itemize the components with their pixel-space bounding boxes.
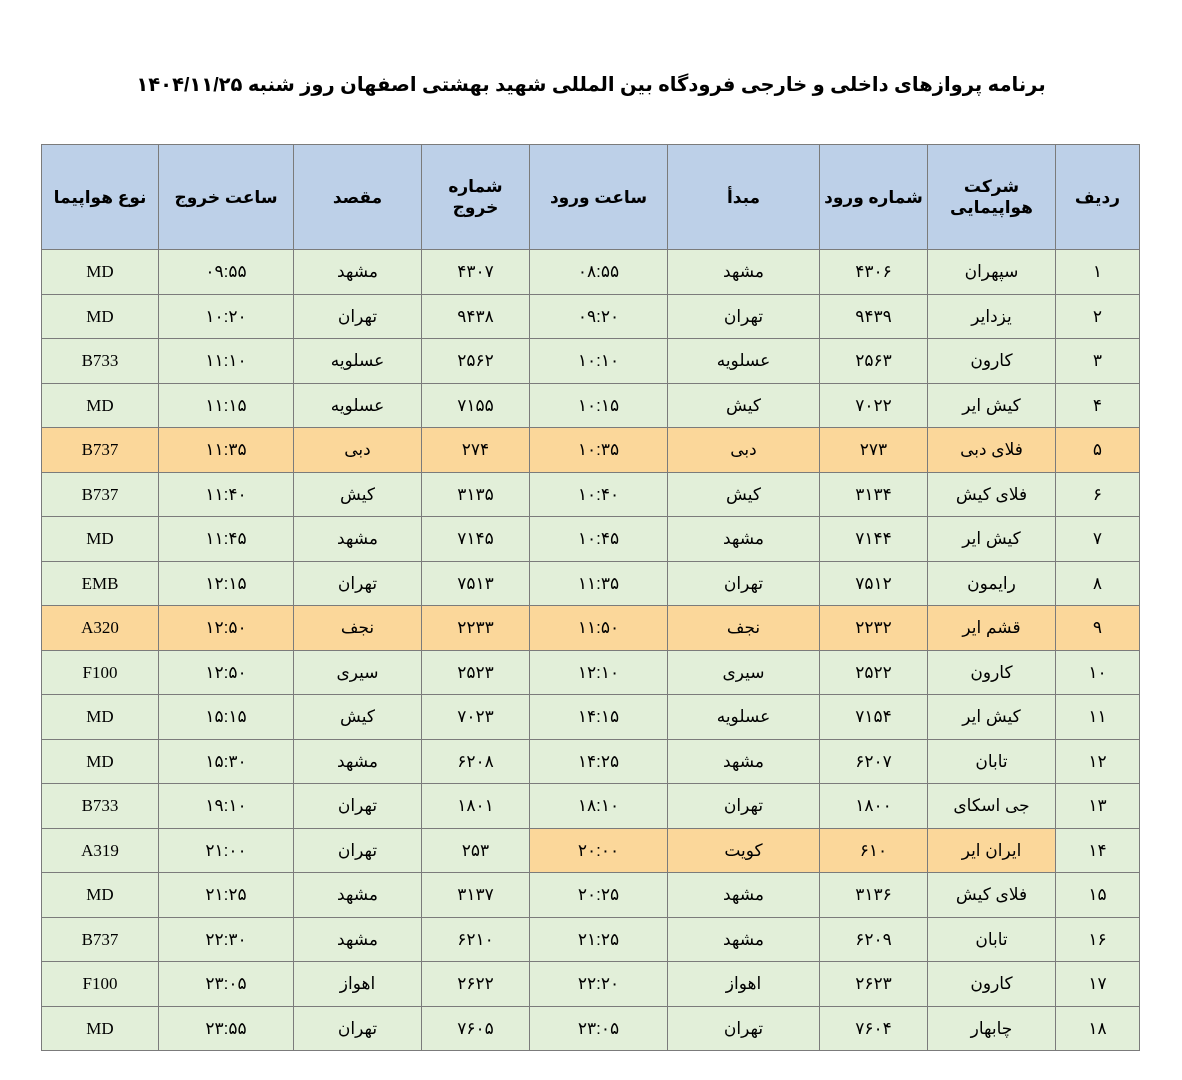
table-row	[42, 472, 1140, 517]
cell-arrival-time: ۰۸:۵۵	[530, 250, 668, 295]
cell-departure-number: ۲۷۴	[422, 428, 530, 473]
cell-arrival-time: ۲۳:۰۵	[530, 1006, 668, 1051]
cell-origin: مشهد	[668, 739, 820, 784]
cell-destination: عسلویه	[294, 339, 422, 384]
cell-destination: کیش	[294, 695, 422, 740]
cell-row-number: ۲	[1056, 294, 1140, 339]
cell-airline: فلای کیش	[928, 472, 1056, 517]
cell-departure-number: ۶۲۰۸	[422, 739, 530, 784]
cell-departure-time: ۱۰:۲۰	[159, 294, 294, 339]
cell-row-number: ۵	[1056, 428, 1140, 473]
cell-row-number: ۸	[1056, 561, 1140, 606]
cell-airline: یزدایر	[928, 294, 1056, 339]
cell-aircraft-type: MD	[42, 739, 159, 784]
cell-departure-time: ۰۹:۵۵	[159, 250, 294, 295]
cell-aircraft-type: F100	[42, 962, 159, 1007]
cell-departure-number: ۲۶۲۲	[422, 962, 530, 1007]
cell-arrival-time: ۱۱:۳۵	[530, 561, 668, 606]
cell-destination: تهران	[294, 784, 422, 829]
cell-origin: تهران	[668, 1006, 820, 1051]
header-departure-time: ساعت خروج	[159, 145, 294, 250]
cell-origin: نجف	[668, 606, 820, 651]
cell-origin: مشهد	[668, 917, 820, 962]
cell-row-number: ۱۴	[1056, 828, 1140, 873]
cell-departure-number: ۲۵۲۳	[422, 650, 530, 695]
cell-arrival-number: ۲۷۳	[820, 428, 928, 473]
cell-departure-number: ۶۲۱۰	[422, 917, 530, 962]
cell-departure-time: ۱۹:۱۰	[159, 784, 294, 829]
cell-row-number: ۱۱	[1056, 695, 1140, 740]
cell-row-number: ۱۸	[1056, 1006, 1140, 1051]
table-row	[42, 650, 1140, 695]
table-row	[42, 428, 1140, 473]
header-row	[42, 145, 1140, 250]
cell-arrival-number: ۷۶۰۴	[820, 1006, 928, 1051]
cell-row-number: ۳	[1056, 339, 1140, 384]
table-row	[42, 383, 1140, 428]
header-arrival-number: شماره ورود	[820, 145, 928, 250]
cell-aircraft-type: F100	[42, 650, 159, 695]
cell-departure-time: ۲۱:۲۵	[159, 873, 294, 918]
table-header	[42, 145, 1140, 250]
cell-origin: مشهد	[668, 517, 820, 562]
cell-destination: کیش	[294, 472, 422, 517]
cell-airline: کیش ایر	[928, 695, 1056, 740]
cell-departure-number: ۷۱۴۵	[422, 517, 530, 562]
header-aircraft-type: نوع هواپیما	[42, 145, 159, 250]
cell-departure-number: ۷۰۲۳	[422, 695, 530, 740]
table-row	[42, 339, 1140, 384]
cell-arrival-number: ۴۳۰۶	[820, 250, 928, 295]
cell-aircraft-type: B737	[42, 428, 159, 473]
cell-airline: کیش ایر	[928, 517, 1056, 562]
flight-table-container	[42, 144, 1140, 1051]
header-origin: مبدأ	[668, 145, 820, 250]
cell-departure-time: ۱۲:۱۵	[159, 561, 294, 606]
cell-row-number: ۱۷	[1056, 962, 1140, 1007]
cell-row-number: ۱۵	[1056, 873, 1140, 918]
table-row	[42, 962, 1140, 1007]
cell-aircraft-type: MD	[42, 695, 159, 740]
cell-airline: کیش ایر	[928, 383, 1056, 428]
cell-airline: سپهران	[928, 250, 1056, 295]
cell-row-number: ۹	[1056, 606, 1140, 651]
cell-departure-time: ۲۳:۰۵	[159, 962, 294, 1007]
cell-destination: مشهد	[294, 917, 422, 962]
cell-destination: مشهد	[294, 250, 422, 295]
cell-airline: کارون	[928, 650, 1056, 695]
cell-arrival-number: ۷۱۴۴	[820, 517, 928, 562]
cell-destination: مشهد	[294, 517, 422, 562]
cell-arrival-time: ۱۰:۴۵	[530, 517, 668, 562]
cell-row-number: ۱۶	[1056, 917, 1140, 962]
flight-schedule-table	[41, 144, 1140, 1051]
cell-departure-time: ۱۱:۱۵	[159, 383, 294, 428]
cell-aircraft-type: B737	[42, 472, 159, 517]
cell-row-number: ۱۳	[1056, 784, 1140, 829]
cell-origin: تهران	[668, 561, 820, 606]
cell-airline: کارون	[928, 339, 1056, 384]
cell-departure-time: ۱۱:۴۰	[159, 472, 294, 517]
cell-departure-time: ۲۳:۵۵	[159, 1006, 294, 1051]
cell-aircraft-type: A320	[42, 606, 159, 651]
cell-departure-time: ۱۵:۱۵	[159, 695, 294, 740]
cell-row-number: ۴	[1056, 383, 1140, 428]
cell-origin: مشهد	[668, 873, 820, 918]
cell-departure-time: ۲۱:۰۰	[159, 828, 294, 873]
cell-airline: ایران ایر	[928, 828, 1056, 873]
cell-destination: نجف	[294, 606, 422, 651]
cell-arrival-number: ۶۱۰	[820, 828, 928, 873]
cell-arrival-number: ۳۱۳۶	[820, 873, 928, 918]
cell-origin: عسلویه	[668, 339, 820, 384]
table-row	[42, 784, 1140, 829]
cell-arrival-time: ۰۹:۲۰	[530, 294, 668, 339]
cell-destination: تهران	[294, 1006, 422, 1051]
cell-departure-number: ۲۵۳	[422, 828, 530, 873]
table-row	[42, 739, 1140, 784]
cell-arrival-time: ۲۰:۰۰	[530, 828, 668, 873]
cell-arrival-number: ۹۴۳۹	[820, 294, 928, 339]
cell-destination: دبی	[294, 428, 422, 473]
cell-departure-number: ۱۸۰۱	[422, 784, 530, 829]
cell-origin: دبی	[668, 428, 820, 473]
cell-airline: جی اسکای	[928, 784, 1056, 829]
cell-aircraft-type: MD	[42, 294, 159, 339]
cell-arrival-number: ۶۲۰۹	[820, 917, 928, 962]
cell-origin: کویت	[668, 828, 820, 873]
cell-arrival-number: ۲۵۲۲	[820, 650, 928, 695]
cell-arrival-time: ۱۰:۱۵	[530, 383, 668, 428]
cell-aircraft-type: B733	[42, 339, 159, 384]
cell-aircraft-type: A319	[42, 828, 159, 873]
cell-origin: تهران	[668, 784, 820, 829]
cell-row-number: ۶	[1056, 472, 1140, 517]
cell-arrival-number: ۲۶۲۳	[820, 962, 928, 1007]
table-row	[42, 517, 1140, 562]
cell-aircraft-type: B733	[42, 784, 159, 829]
cell-aircraft-type: MD	[42, 383, 159, 428]
cell-departure-number: ۷۶۰۵	[422, 1006, 530, 1051]
cell-arrival-number: ۷۵۱۲	[820, 561, 928, 606]
cell-origin: اهواز	[668, 962, 820, 1007]
cell-arrival-number: ۷۱۵۴	[820, 695, 928, 740]
cell-destination: اهواز	[294, 962, 422, 1007]
cell-aircraft-type: MD	[42, 250, 159, 295]
cell-arrival-time: ۱۰:۳۵	[530, 428, 668, 473]
cell-arrival-time: ۱۴:۱۵	[530, 695, 668, 740]
cell-aircraft-type: MD	[42, 873, 159, 918]
cell-arrival-time: ۱۸:۱۰	[530, 784, 668, 829]
cell-departure-number: ۳۱۳۵	[422, 472, 530, 517]
cell-origin: سیری	[668, 650, 820, 695]
cell-departure-number: ۹۴۳۸	[422, 294, 530, 339]
cell-destination: تهران	[294, 294, 422, 339]
table-row	[42, 828, 1140, 873]
cell-destination: عسلویه	[294, 383, 422, 428]
cell-arrival-number: ۲۵۶۳	[820, 339, 928, 384]
cell-departure-time: ۱۲:۵۰	[159, 650, 294, 695]
cell-row-number: ۱	[1056, 250, 1140, 295]
cell-origin: تهران	[668, 294, 820, 339]
header-airline: شرکت هواپیمایی	[928, 145, 1056, 250]
cell-row-number: ۷	[1056, 517, 1140, 562]
table-row	[42, 1006, 1140, 1051]
cell-destination: تهران	[294, 561, 422, 606]
cell-departure-number: ۴۳۰۷	[422, 250, 530, 295]
header-destination: مقصد	[294, 145, 422, 250]
cell-arrival-number: ۲۲۳۲	[820, 606, 928, 651]
cell-origin: عسلویه	[668, 695, 820, 740]
cell-arrival-time: ۱۴:۲۵	[530, 739, 668, 784]
cell-aircraft-type: MD	[42, 517, 159, 562]
cell-aircraft-type: B737	[42, 917, 159, 962]
cell-arrival-time: ۲۰:۲۵	[530, 873, 668, 918]
cell-aircraft-type: MD	[42, 1006, 159, 1051]
page-title: برنامه پروازهای داخلی و خارجی فرودگاه بین المللی شهید بهشتی اصفهان روز شنبه ۱۴۰۴/۱۱/۲۵	[136, 74, 1046, 96]
cell-departure-number: ۳۱۳۷	[422, 873, 530, 918]
table-row	[42, 250, 1140, 295]
table-body	[42, 250, 1140, 1051]
table-row	[42, 606, 1140, 651]
cell-departure-time: ۱۵:۳۰	[159, 739, 294, 784]
cell-departure-number: ۲۲۳۳	[422, 606, 530, 651]
cell-departure-time: ۲۲:۳۰	[159, 917, 294, 962]
cell-arrival-time: ۱۲:۱۰	[530, 650, 668, 695]
cell-departure-time: ۱۱:۴۵	[159, 517, 294, 562]
cell-destination: مشهد	[294, 873, 422, 918]
cell-departure-time: ۱۱:۱۰	[159, 339, 294, 384]
cell-origin: کیش	[668, 383, 820, 428]
table-row	[42, 695, 1140, 740]
cell-aircraft-type: EMB	[42, 561, 159, 606]
cell-departure-number: ۷۱۵۵	[422, 383, 530, 428]
cell-origin: مشهد	[668, 250, 820, 295]
cell-airline: قشم ایر	[928, 606, 1056, 651]
cell-destination: سیری	[294, 650, 422, 695]
cell-arrival-number: ۷۰۲۲	[820, 383, 928, 428]
cell-airline: رایمون	[928, 561, 1056, 606]
header-departure-number: شماره خروج	[422, 145, 530, 250]
cell-arrival-time: ۱۱:۵۰	[530, 606, 668, 651]
table-row	[42, 294, 1140, 339]
cell-airline: فلای کیش	[928, 873, 1056, 918]
cell-row-number: ۱۰	[1056, 650, 1140, 695]
cell-airline: کارون	[928, 962, 1056, 1007]
cell-departure-number: ۷۵۱۳	[422, 561, 530, 606]
cell-origin: کیش	[668, 472, 820, 517]
cell-arrival-number: ۶۲۰۷	[820, 739, 928, 784]
cell-arrival-number: ۱۸۰۰	[820, 784, 928, 829]
cell-row-number: ۱۲	[1056, 739, 1140, 784]
cell-airline: چابهار	[928, 1006, 1056, 1051]
cell-departure-number: ۲۵۶۲	[422, 339, 530, 384]
header-row-number: ردیف	[1056, 145, 1140, 250]
cell-destination: مشهد	[294, 739, 422, 784]
table-row	[42, 561, 1140, 606]
cell-arrival-time: ۱۰:۱۰	[530, 339, 668, 384]
cell-airline: تابان	[928, 917, 1056, 962]
cell-arrival-time: ۲۱:۲۵	[530, 917, 668, 962]
cell-airline: فلای دبی	[928, 428, 1056, 473]
cell-departure-time: ۱۱:۳۵	[159, 428, 294, 473]
table-row	[42, 873, 1140, 918]
cell-departure-time: ۱۲:۵۰	[159, 606, 294, 651]
header-arrival-time: ساعت ورود	[530, 145, 668, 250]
cell-arrival-number: ۳۱۳۴	[820, 472, 928, 517]
cell-airline: تابان	[928, 739, 1056, 784]
table-row	[42, 917, 1140, 962]
cell-destination: تهران	[294, 828, 422, 873]
cell-arrival-time: ۲۲:۲۰	[530, 962, 668, 1007]
cell-arrival-time: ۱۰:۴۰	[530, 472, 668, 517]
